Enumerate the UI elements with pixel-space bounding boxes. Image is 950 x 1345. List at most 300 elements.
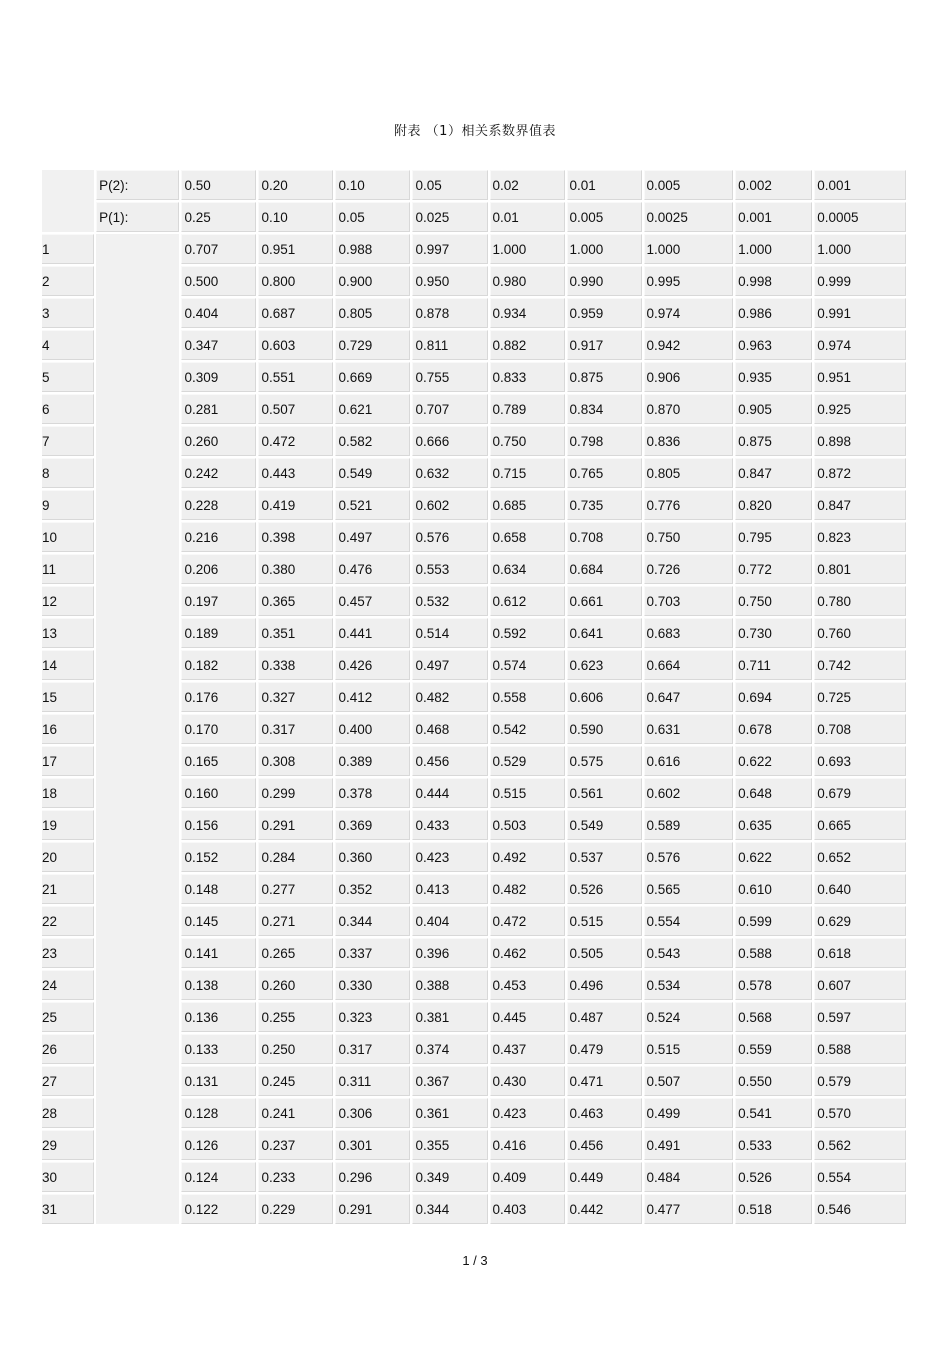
critical-value: 0.980 [490, 266, 565, 296]
critical-value: 0.396 [412, 938, 487, 968]
critical-value: 0.590 [567, 714, 642, 744]
critical-value: 0.559 [735, 1034, 812, 1064]
critical-value: 0.693 [814, 746, 906, 776]
critical-value: 0.128 [181, 1098, 256, 1128]
critical-value: 0.707 [412, 394, 487, 424]
critical-value: 0.524 [644, 1002, 734, 1032]
critical-value: 0.444 [412, 778, 487, 808]
critical-value: 0.582 [335, 426, 410, 456]
critical-value: 0.549 [335, 458, 410, 488]
critical-value: 0.755 [412, 362, 487, 392]
df-cell: 10 [42, 522, 94, 552]
critical-value: 0.423 [490, 1098, 565, 1128]
critical-value: 0.542 [490, 714, 565, 744]
df-cell: 16 [42, 714, 94, 744]
critical-value: 0.374 [412, 1034, 487, 1064]
critical-value: 0.197 [181, 586, 256, 616]
critical-value: 0.291 [335, 1194, 410, 1224]
critical-value: 0.725 [814, 682, 906, 712]
critical-value: 0.974 [814, 330, 906, 360]
critical-value: 0.404 [181, 298, 256, 328]
df-cell: 4 [42, 330, 94, 360]
critical-value: 0.430 [490, 1066, 565, 1096]
p-value: 0.002 [735, 170, 812, 200]
critical-value: 1.000 [644, 234, 734, 264]
critical-value: 0.533 [735, 1130, 812, 1160]
critical-value: 0.189 [181, 618, 256, 648]
critical-value: 0.597 [814, 1002, 906, 1032]
critical-value: 0.441 [335, 618, 410, 648]
critical-value: 0.640 [814, 874, 906, 904]
critical-value: 0.389 [335, 746, 410, 776]
critical-value: 0.998 [735, 266, 812, 296]
critical-value: 0.730 [735, 618, 812, 648]
p-value: 0.10 [335, 170, 410, 200]
p-value: 0.001 [735, 202, 812, 232]
critical-value: 0.574 [490, 650, 565, 680]
critical-value: 0.576 [412, 522, 487, 552]
critical-value: 0.124 [181, 1162, 256, 1192]
table-row [42, 234, 906, 264]
critical-value: 0.526 [567, 874, 642, 904]
critical-value: 0.403 [490, 1194, 565, 1224]
critical-value: 0.570 [814, 1098, 906, 1128]
critical-value: 0.482 [412, 682, 487, 712]
critical-value: 0.678 [735, 714, 812, 744]
critical-value: 0.250 [258, 1034, 333, 1064]
p-value: 0.02 [490, 170, 565, 200]
critical-value: 0.472 [490, 906, 565, 936]
df-cell: 1 [42, 234, 94, 264]
critical-value: 0.612 [490, 586, 565, 616]
critical-value: 0.505 [567, 938, 642, 968]
critical-value: 0.457 [335, 586, 410, 616]
critical-value: 0.735 [567, 490, 642, 520]
critical-value: 0.126 [181, 1130, 256, 1160]
critical-value: 0.515 [567, 906, 642, 936]
critical-value: 0.284 [258, 842, 333, 872]
critical-value: 0.875 [735, 426, 812, 456]
critical-value: 0.413 [412, 874, 487, 904]
critical-value: 0.684 [567, 554, 642, 584]
critical-value: 0.715 [490, 458, 565, 488]
p-value: 0.05 [335, 202, 410, 232]
critical-value: 0.602 [412, 490, 487, 520]
critical-value: 0.963 [735, 330, 812, 360]
critical-value: 0.906 [644, 362, 734, 392]
critical-value: 0.534 [644, 970, 734, 1000]
critical-value: 0.471 [567, 1066, 642, 1096]
critical-value: 0.317 [335, 1034, 410, 1064]
critical-value: 0.514 [412, 618, 487, 648]
critical-value: 0.801 [814, 554, 906, 584]
critical-value: 0.632 [412, 458, 487, 488]
critical-value: 0.338 [258, 650, 333, 680]
critical-value: 1.000 [735, 234, 812, 264]
p-value: 0.001 [814, 170, 906, 200]
critical-value: 0.462 [490, 938, 565, 968]
critical-value: 0.487 [567, 1002, 642, 1032]
critical-value: 0.233 [258, 1162, 333, 1192]
df-cell: 29 [42, 1130, 94, 1160]
critical-value: 0.780 [814, 586, 906, 616]
df-cell: 27 [42, 1066, 94, 1096]
critical-value: 0.648 [735, 778, 812, 808]
critical-value: 0.484 [644, 1162, 734, 1192]
critical-value: 0.833 [490, 362, 565, 392]
critical-value: 0.497 [412, 650, 487, 680]
critical-value: 0.623 [567, 650, 642, 680]
p-value: 0.25 [181, 202, 256, 232]
critical-value: 0.521 [335, 490, 410, 520]
critical-value: 0.789 [490, 394, 565, 424]
blank-column [96, 234, 179, 1224]
critical-value: 0.658 [490, 522, 565, 552]
df-cell: 28 [42, 1098, 94, 1128]
critical-value: 0.554 [814, 1162, 906, 1192]
critical-value: 0.311 [335, 1066, 410, 1096]
critical-value: 0.610 [735, 874, 812, 904]
critical-value: 0.934 [490, 298, 565, 328]
header-row [42, 170, 906, 200]
critical-value: 0.423 [412, 842, 487, 872]
critical-value: 0.355 [412, 1130, 487, 1160]
critical-value: 0.951 [814, 362, 906, 392]
critical-value: 0.805 [644, 458, 734, 488]
critical-value: 0.477 [644, 1194, 734, 1224]
critical-value: 0.629 [814, 906, 906, 936]
critical-value: 0.592 [490, 618, 565, 648]
critical-value: 0.496 [567, 970, 642, 1000]
critical-value: 0.588 [735, 938, 812, 968]
critical-value: 0.742 [814, 650, 906, 680]
critical-value: 0.296 [335, 1162, 410, 1192]
p-value: 0.0005 [814, 202, 906, 232]
critical-value: 0.578 [735, 970, 812, 1000]
critical-value: 0.260 [258, 970, 333, 1000]
critical-value: 0.995 [644, 266, 734, 296]
critical-value: 0.661 [567, 586, 642, 616]
critical-value: 0.823 [814, 522, 906, 552]
p-label: P(1): [96, 202, 179, 232]
critical-value: 0.145 [181, 906, 256, 936]
p-value: 0.01 [490, 202, 565, 232]
critical-value: 0.323 [335, 1002, 410, 1032]
df-cell: 15 [42, 682, 94, 712]
critical-value: 0.349 [412, 1162, 487, 1192]
critical-value: 0.242 [181, 458, 256, 488]
critical-value: 0.726 [644, 554, 734, 584]
critical-value: 0.271 [258, 906, 333, 936]
critical-value: 0.277 [258, 874, 333, 904]
critical-value: 0.456 [567, 1130, 642, 1160]
header-row [42, 202, 906, 232]
critical-value: 0.378 [335, 778, 410, 808]
critical-value: 0.942 [644, 330, 734, 360]
critical-value: 0.301 [335, 1130, 410, 1160]
critical-value: 0.546 [814, 1194, 906, 1224]
critical-value: 0.935 [735, 362, 812, 392]
critical-value: 0.308 [258, 746, 333, 776]
critical-value: 0.554 [644, 906, 734, 936]
critical-value: 0.561 [567, 778, 642, 808]
critical-value: 0.306 [335, 1098, 410, 1128]
critical-value: 0.507 [644, 1066, 734, 1096]
p-value: 0.20 [258, 170, 333, 200]
critical-value: 0.616 [644, 746, 734, 776]
critical-value: 0.299 [258, 778, 333, 808]
df-cell: 9 [42, 490, 94, 520]
critical-value: 0.707 [181, 234, 256, 264]
critical-value: 0.708 [567, 522, 642, 552]
critical-value: 0.327 [258, 682, 333, 712]
df-cell: 17 [42, 746, 94, 776]
critical-value: 0.141 [181, 938, 256, 968]
critical-value: 0.491 [644, 1130, 734, 1160]
critical-value: 0.437 [490, 1034, 565, 1064]
p-value: 0.01 [567, 170, 642, 200]
df-cell: 21 [42, 874, 94, 904]
critical-value: 0.664 [644, 650, 734, 680]
critical-value: 0.618 [814, 938, 906, 968]
critical-value: 0.679 [814, 778, 906, 808]
critical-value: 0.497 [335, 522, 410, 552]
critical-value: 0.988 [335, 234, 410, 264]
critical-value: 0.255 [258, 1002, 333, 1032]
critical-value: 0.453 [490, 970, 565, 1000]
critical-value: 0.136 [181, 1002, 256, 1032]
critical-value: 0.330 [335, 970, 410, 1000]
critical-value: 0.543 [644, 938, 734, 968]
df-cell: 30 [42, 1162, 94, 1192]
critical-value: 0.463 [567, 1098, 642, 1128]
critical-value: 0.641 [567, 618, 642, 648]
critical-value: 0.347 [181, 330, 256, 360]
critical-value: 0.260 [181, 426, 256, 456]
critical-value: 0.551 [258, 362, 333, 392]
critical-value: 0.472 [258, 426, 333, 456]
critical-value: 0.652 [814, 842, 906, 872]
critical-value: 0.229 [258, 1194, 333, 1224]
critical-value: 0.170 [181, 714, 256, 744]
critical-value: 0.666 [412, 426, 487, 456]
critical-value: 0.404 [412, 906, 487, 936]
critical-value: 0.917 [567, 330, 642, 360]
df-cell: 7 [42, 426, 94, 456]
critical-value: 0.138 [181, 970, 256, 1000]
critical-value: 0.398 [258, 522, 333, 552]
df-cell: 18 [42, 778, 94, 808]
critical-value: 0.351 [258, 618, 333, 648]
critical-value: 0.875 [567, 362, 642, 392]
critical-value: 0.291 [258, 810, 333, 840]
critical-value: 0.950 [412, 266, 487, 296]
critical-value: 0.622 [735, 746, 812, 776]
critical-value: 0.925 [814, 394, 906, 424]
critical-value: 0.265 [258, 938, 333, 968]
page-number: 1 / 3 [462, 1253, 488, 1268]
critical-value: 0.635 [735, 810, 812, 840]
critical-value: 0.317 [258, 714, 333, 744]
df-cell: 31 [42, 1194, 94, 1224]
df-cell: 24 [42, 970, 94, 1000]
critical-value: 0.588 [814, 1034, 906, 1064]
df-cell: 20 [42, 842, 94, 872]
critical-value: 0.500 [181, 266, 256, 296]
critical-value: 0.216 [181, 522, 256, 552]
critical-value: 0.878 [412, 298, 487, 328]
df-cell: 12 [42, 586, 94, 616]
df-cell: 26 [42, 1034, 94, 1064]
critical-value: 0.898 [814, 426, 906, 456]
p-value: 0.10 [258, 202, 333, 232]
critical-value: 0.529 [490, 746, 565, 776]
critical-value: 0.381 [412, 1002, 487, 1032]
critical-value: 0.241 [258, 1098, 333, 1128]
critical-value: 0.694 [735, 682, 812, 712]
critical-value: 0.772 [735, 554, 812, 584]
critical-value: 0.550 [735, 1066, 812, 1096]
df-cell: 19 [42, 810, 94, 840]
critical-value: 0.160 [181, 778, 256, 808]
critical-value: 0.986 [735, 298, 812, 328]
critical-value: 0.515 [644, 1034, 734, 1064]
critical-value: 0.476 [335, 554, 410, 584]
critical-value: 0.579 [814, 1066, 906, 1096]
critical-value: 0.687 [258, 298, 333, 328]
p-value: 0.0025 [644, 202, 734, 232]
critical-value: 0.468 [412, 714, 487, 744]
critical-value: 0.703 [644, 586, 734, 616]
critical-value: 0.562 [814, 1130, 906, 1160]
critical-value: 0.959 [567, 298, 642, 328]
critical-value: 0.729 [335, 330, 410, 360]
critical-value: 0.665 [814, 810, 906, 840]
critical-value: 0.507 [258, 394, 333, 424]
critical-value: 0.228 [181, 490, 256, 520]
critical-value: 0.152 [181, 842, 256, 872]
critical-value: 0.245 [258, 1066, 333, 1096]
df-cell: 23 [42, 938, 94, 968]
corner-cell [42, 170, 94, 232]
critical-value: 0.974 [644, 298, 734, 328]
critical-value: 0.515 [490, 778, 565, 808]
critical-value: 0.847 [814, 490, 906, 520]
p-value: 0.025 [412, 202, 487, 232]
critical-value: 0.872 [814, 458, 906, 488]
critical-value: 0.281 [181, 394, 256, 424]
critical-value: 0.176 [181, 682, 256, 712]
critical-value: 0.344 [412, 1194, 487, 1224]
critical-value: 0.575 [567, 746, 642, 776]
critical-value: 0.380 [258, 554, 333, 584]
df-cell: 3 [42, 298, 94, 328]
p-value: 0.50 [181, 170, 256, 200]
critical-value: 0.365 [258, 586, 333, 616]
critical-value: 1.000 [567, 234, 642, 264]
critical-value: 0.750 [490, 426, 565, 456]
critical-value: 0.442 [567, 1194, 642, 1224]
critical-value: 0.412 [335, 682, 410, 712]
critical-value: 0.990 [567, 266, 642, 296]
critical-value: 0.182 [181, 650, 256, 680]
critical-value: 0.951 [258, 234, 333, 264]
critical-value: 0.765 [567, 458, 642, 488]
critical-value: 0.606 [567, 682, 642, 712]
critical-value: 0.532 [412, 586, 487, 616]
critical-value: 0.131 [181, 1066, 256, 1096]
critical-value: 0.805 [335, 298, 410, 328]
critical-value: 0.882 [490, 330, 565, 360]
critical-value: 0.870 [644, 394, 734, 424]
critical-value: 0.206 [181, 554, 256, 584]
critical-value: 0.369 [335, 810, 410, 840]
critical-value: 0.400 [335, 714, 410, 744]
critical-value: 0.156 [181, 810, 256, 840]
critical-value: 0.795 [735, 522, 812, 552]
critical-value: 0.647 [644, 682, 734, 712]
critical-value: 0.800 [258, 266, 333, 296]
df-cell: 22 [42, 906, 94, 936]
p-value: 0.05 [412, 170, 487, 200]
critical-value: 0.820 [735, 490, 812, 520]
critical-value: 0.602 [644, 778, 734, 808]
critical-value: 0.622 [735, 842, 812, 872]
critical-value: 0.416 [490, 1130, 565, 1160]
critical-value: 0.344 [335, 906, 410, 936]
critical-value: 0.499 [644, 1098, 734, 1128]
critical-value: 0.388 [412, 970, 487, 1000]
critical-value: 0.352 [335, 874, 410, 904]
critical-value: 0.750 [644, 522, 734, 552]
critical-value: 0.360 [335, 842, 410, 872]
critical-value: 0.685 [490, 490, 565, 520]
critical-value: 0.409 [490, 1162, 565, 1192]
critical-value: 0.847 [735, 458, 812, 488]
critical-value: 0.479 [567, 1034, 642, 1064]
p-value: 0.005 [644, 170, 734, 200]
critical-value: 0.565 [644, 874, 734, 904]
critical-value: 0.905 [735, 394, 812, 424]
p-label: P(2): [96, 170, 179, 200]
critical-value: 0.445 [490, 1002, 565, 1032]
df-cell: 5 [42, 362, 94, 392]
critical-value: 0.148 [181, 874, 256, 904]
critical-value: 0.492 [490, 842, 565, 872]
table-body [42, 170, 906, 1224]
critical-value: 0.526 [735, 1162, 812, 1192]
critical-value: 0.361 [412, 1098, 487, 1128]
critical-values-table [40, 168, 908, 1226]
critical-value: 0.337 [335, 938, 410, 968]
critical-value: 1.000 [814, 234, 906, 264]
critical-value: 0.621 [335, 394, 410, 424]
critical-value: 0.237 [258, 1130, 333, 1160]
critical-value: 0.711 [735, 650, 812, 680]
critical-value: 0.900 [335, 266, 410, 296]
critical-value: 0.518 [735, 1194, 812, 1224]
critical-value: 0.503 [490, 810, 565, 840]
critical-value: 0.568 [735, 1002, 812, 1032]
critical-value: 0.999 [814, 266, 906, 296]
critical-value: 0.419 [258, 490, 333, 520]
critical-value: 0.836 [644, 426, 734, 456]
critical-value: 0.708 [814, 714, 906, 744]
df-cell: 13 [42, 618, 94, 648]
df-cell: 2 [42, 266, 94, 296]
critical-value: 0.834 [567, 394, 642, 424]
p-value: 0.005 [567, 202, 642, 232]
